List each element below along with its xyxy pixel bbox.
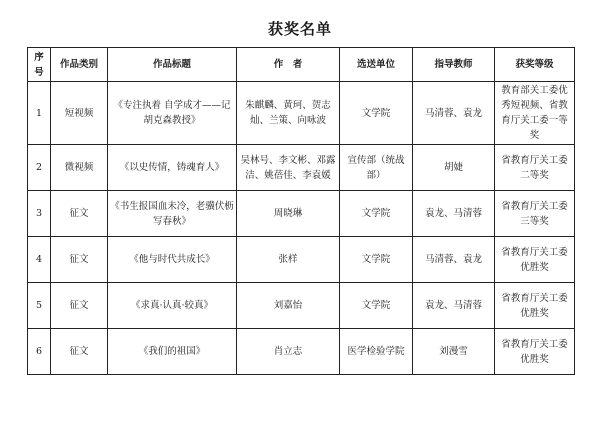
cell-award: 教育部关工委优秀短视频、省教育厅关工委一等奖 <box>495 82 575 145</box>
cell-authors: 肖立志 <box>237 329 340 375</box>
page-title: 获奖名单 <box>267 20 332 38</box>
cell-authors: 刘嘉怡 <box>237 283 340 329</box>
cell-category: 征文 <box>51 191 108 237</box>
cell-advisor: 刘漫雪 <box>413 329 495 375</box>
header-authors: 作 者 <box>237 48 340 82</box>
cell-award: 省教育厅关工委优胜奖 <box>495 283 575 329</box>
header-unit: 选送单位 <box>340 48 413 82</box>
cell-work-title: 《求真·认真·较真》 <box>108 283 237 329</box>
cell-unit: 宣传部（统战部） <box>340 145 413 191</box>
cell-advisor: 袁龙、马清蓉 <box>413 283 495 329</box>
cell-authors: 周晓琳 <box>237 191 340 237</box>
cell-award: 省教育厅关工委优胜奖 <box>495 329 575 375</box>
cell-category: 微视频 <box>51 145 108 191</box>
cell-authors: 朱麒麟、黄珂、贺志灿、兰策、向咏波 <box>237 82 340 145</box>
table-row <box>28 191 575 237</box>
cell-category: 短视频 <box>51 82 108 145</box>
cell-unit: 文学院 <box>340 191 413 237</box>
cell-category: 征文 <box>51 237 108 283</box>
cell-no: 5 <box>28 283 51 329</box>
table-row <box>28 145 575 191</box>
table-header <box>28 48 575 82</box>
table-row <box>28 283 575 329</box>
cell-work-title: 《专注执着 自学成才——记胡克森教授》 <box>108 82 237 145</box>
cell-no: 2 <box>28 145 51 191</box>
cell-unit: 医学检验学院 <box>340 329 413 375</box>
cell-work-title: 《以史传情，铸魂育人》 <box>108 145 237 191</box>
cell-unit: 文学院 <box>340 82 413 145</box>
header-no: 序号 <box>28 48 51 82</box>
cell-work-title: 《我们的祖国》 <box>108 329 237 375</box>
header-category: 作品类别 <box>51 48 108 82</box>
header-award: 获奖等级 <box>495 48 575 82</box>
cell-award: 省教育厅关工委三等奖 <box>495 191 575 237</box>
awards-table <box>27 47 575 375</box>
table-row <box>28 237 575 283</box>
cell-unit: 文学院 <box>340 283 413 329</box>
cell-advisor: 袁龙、马清蓉 <box>413 191 495 237</box>
table-row <box>28 329 575 375</box>
table-body <box>28 82 575 375</box>
cell-no: 6 <box>28 329 51 375</box>
header-work-title: 作品标题 <box>108 48 237 82</box>
header-advisor: 指导教师 <box>413 48 495 82</box>
cell-authors: 张样 <box>237 237 340 283</box>
cell-advisor: 胡婕 <box>413 145 495 191</box>
cell-no: 4 <box>28 237 51 283</box>
cell-no: 1 <box>28 82 51 145</box>
cell-authors: 吴林号、李文彬、邓露洁、姚蓓佳、李袁媛 <box>237 145 340 191</box>
cell-award: 省教育厅关工委优胜奖 <box>495 237 575 283</box>
cell-advisor: 马清蓉、袁龙 <box>413 82 495 145</box>
cell-work-title: 《他与时代共成长》 <box>108 237 237 283</box>
cell-work-title: 《书生报国血未冷，老骥伏枥写春秋》 <box>108 191 237 237</box>
cell-category: 征文 <box>51 329 108 375</box>
cell-award: 省教育厅关工委二等奖 <box>495 145 575 191</box>
table-row <box>28 82 575 145</box>
cell-no: 3 <box>28 191 51 237</box>
cell-category: 征文 <box>51 283 108 329</box>
cell-advisor: 马清蓉、袁龙 <box>413 237 495 283</box>
cell-unit: 文学院 <box>340 237 413 283</box>
